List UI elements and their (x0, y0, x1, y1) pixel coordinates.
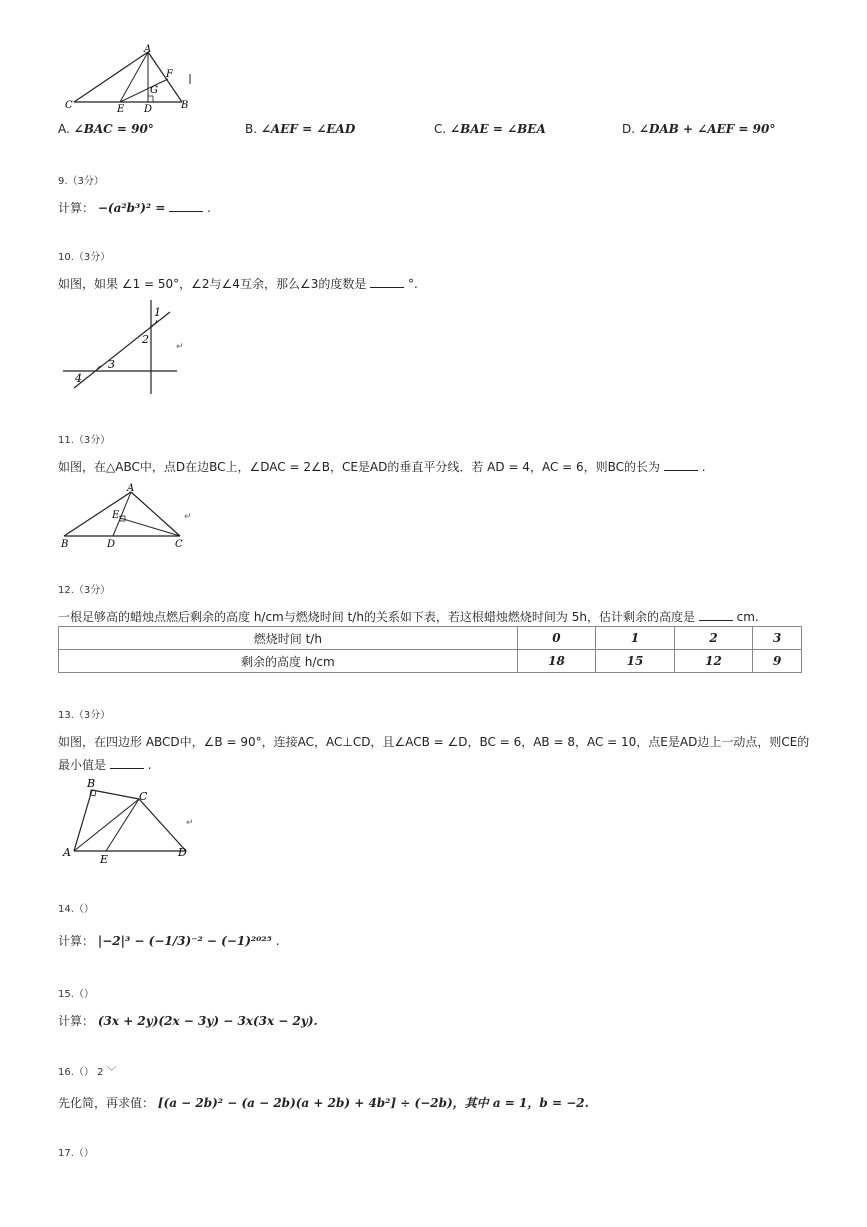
q10-label-4: 4 (75, 372, 82, 385)
q16-text: 先化简，再求值： [(a − 2b)² − (a − 2b)(a + 2b) + 4b²] ÷ (−2b)，其中 a = 1，b = −2. (58, 1096, 589, 1110)
table-cell: 3 (753, 627, 802, 650)
table-cell: 9 (753, 650, 802, 673)
q9-answer-blank[interactable] (169, 201, 203, 212)
q11-label-e: E (112, 510, 120, 521)
q11-answer-blank[interactable] (664, 460, 698, 471)
q11-label-c: C (175, 539, 183, 550)
q8-label-b: B (181, 100, 189, 111)
q13-text-line2: 最小值是 . (58, 758, 152, 772)
q10-return-mark: ↵ (176, 342, 184, 352)
q12-answer-blank[interactable] (699, 610, 733, 621)
q13-number: 13.（3分） (58, 710, 111, 721)
q11-label-b: B (61, 539, 69, 550)
q14-text: 计算： |−2|³ − (−1/3)⁻² − (−1)²⁰²⁵ . (58, 934, 280, 948)
q10-label-3: 3 (108, 358, 115, 371)
q17-number: 17.（） (58, 1148, 94, 1159)
q11-label-a: A (127, 483, 135, 494)
table-cell: 1 (596, 627, 675, 650)
q11-figure (58, 480, 198, 550)
q10-label-2: 2 (142, 333, 149, 346)
q8-label-e: E (117, 104, 125, 114)
table-cell: 12 (674, 650, 753, 673)
q8-figure (60, 42, 210, 114)
q8-option-c: C. ∠BAE = ∠BEA (434, 122, 546, 136)
q13-label-e: E (100, 853, 109, 866)
table-cell: 18 (517, 650, 596, 673)
q10-text: 如图，如果 ∠1 = 50°，∠2与∠4互余，那么∠3的度数是 °. (58, 277, 418, 291)
q8-option-b: B. ∠AEF = ∠EAD (245, 122, 356, 136)
q11-return-mark: ↵ (184, 512, 192, 522)
q13-label-a: A (63, 846, 71, 859)
q13-answer-blank[interactable] (110, 758, 144, 769)
q15-text: 计算： (3x + 2y)(2x − 3y) − 3x(3x − 2y). (58, 1014, 318, 1028)
q8-label-a: A (144, 44, 152, 55)
q11-text: 如图，在△ABC中，点D在边BC上，∠DAC = 2∠B，CE是AD的垂直平分线．若 AD = 4，AC = 6，则BC的长为 . (58, 460, 706, 474)
q9-text: 计算： −(a²b³)² = . (58, 201, 211, 215)
q9-number: 9.（3分） (58, 176, 104, 187)
q10-label-1: 1 (154, 306, 161, 319)
q12-table (58, 626, 802, 673)
q13-label-b: B (87, 777, 96, 790)
q13-label-d: D (178, 846, 187, 859)
table-cell: 0 (517, 627, 596, 650)
q15-number: 15.（） (58, 989, 94, 1000)
q16-expand-toggle[interactable]: 2 ﹀ (97, 1067, 117, 1078)
q11-number: 11.（3分） (58, 435, 111, 446)
q8-label-f: F (166, 69, 173, 80)
table-cell-label: 剩余的高度 h/cm (59, 650, 518, 673)
q8-label-g: G (150, 85, 158, 96)
q10-answer-blank[interactable] (370, 277, 404, 288)
q12-text: 一根足够高的蜡烛点燃后剩余的高度 h/cm与燃烧时间 t/h的关系如下表，若这根蜡烛燃烧时间为 5h，估计剩余的高度是 cm. (58, 610, 759, 624)
q8-label-d: D (144, 104, 153, 114)
q16-number: 16.（） 2 ﹀ (58, 1067, 117, 1078)
q13-figure (60, 774, 200, 868)
q11-label-d: D (107, 539, 116, 550)
table-cell-label: 燃烧时间 t/h (59, 627, 518, 650)
q13-return-mark: ↵ (186, 818, 194, 828)
q8-label-c: C (65, 100, 73, 111)
q8-option-d: D. ∠DAB + ∠AEF = 90° (622, 122, 776, 136)
q10-figure (60, 296, 190, 396)
table-row (59, 650, 802, 673)
q13-text-line1: 如图，在四边形 ABCD中，∠B = 90°，连接AC，AC⊥CD，且∠ACB = ∠D，BC = 6，AB = 8，AC = 10，点E是AD边上一动点，则CE的 (58, 735, 810, 749)
table-row (59, 627, 802, 650)
q8-option-a: A. ∠BAC = 90° (58, 122, 154, 136)
q13-label-c: C (139, 790, 148, 803)
q14-number: 14.（） (58, 904, 94, 915)
q12-number: 12.（3分） (58, 585, 111, 596)
q10-number: 10.（3分） (58, 252, 111, 263)
table-cell: 2 (674, 627, 753, 650)
table-cell: 15 (596, 650, 675, 673)
